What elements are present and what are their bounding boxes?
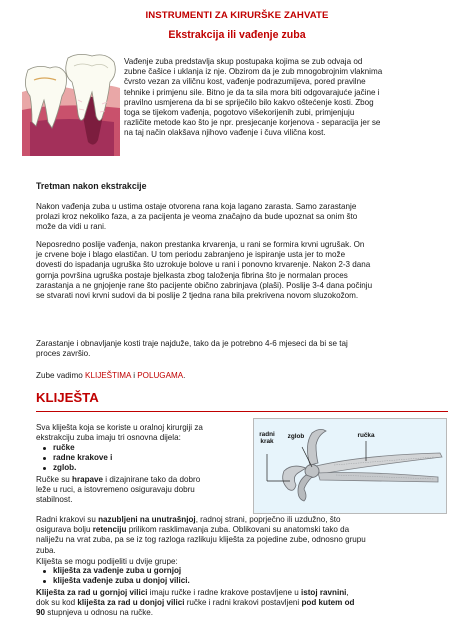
intro-line: na taj način olakšava njihovo vađenje i čuva vilična kost. [124, 128, 326, 138]
paragraph-line [36, 525, 448, 535]
intro-line: Vađenje zuba predstavlja skup postupaka kojima se zub odvaja od [124, 57, 363, 66]
paragraph-zarastanje [36, 202, 448, 233]
paragraph-line: se stvarati novi krvni sudovi da bi poslije 2 tjedna rana bila prekrivena novom sluzokožom. [36, 291, 359, 301]
paragraph-line: zuba. [36, 545, 56, 555]
paragraph-rucke [36, 475, 256, 506]
section-heading-kljesta: KLIJEŠTA [36, 390, 99, 405]
paragraph-zube-vadimo [36, 371, 448, 381]
figure-label-radni-krak [256, 431, 278, 445]
paragraph-grupe: Kliješta se mogu podijeliti u dvije grupe: [36, 557, 178, 566]
intro-line: tehnike i primjenu sile. Bitno je da ta sila mora biti odgovarajuće jačine i [124, 87, 380, 97]
groups-list [36, 566, 336, 586]
paragraph-ugrusak [36, 240, 448, 301]
list-item-label: ručke [53, 443, 75, 452]
list-item-label: zglob. [53, 463, 77, 473]
paragraph-line: stabilnost. [36, 495, 73, 505]
text-span: Ručke su [36, 475, 70, 484]
paragraph-line [36, 608, 448, 618]
paragraph-line [36, 475, 256, 485]
bullet-icon [43, 580, 46, 583]
paragraph-line [36, 515, 448, 525]
text-span: dok su kod [36, 598, 76, 608]
text-span: Radni krakovi su [36, 515, 96, 524]
paragraph-line: leže u ruci, a istovremeno osiguravaju dobru [36, 485, 195, 495]
list-item [36, 566, 336, 576]
paragraph-line: naliježu na vrat zuba, pa se iz tog razloga razlikuju kliješta za pojedine zube, odnosno grupu [36, 535, 366, 545]
text-span: osigurava bolju [36, 525, 91, 535]
list-item-label: kliješta vađenje zuba u donjoj vilici. [53, 576, 190, 586]
text-bold: hrapave [72, 475, 104, 484]
intro-line: čvrsto vezan za viličnu kost, vađenje podrazumijeva, pored pravilne [124, 77, 366, 87]
paragraph-gornja-donja [36, 588, 448, 619]
document-subtitle: Ekstrakcija ili vađenje zuba [168, 29, 306, 41]
text-bold: Kliješta za rad u gornjoj vilici [36, 588, 148, 597]
paragraph-line: dovesti do ispadanja ugruška što uzrokuje bolove u rani i ponovno krvarenje. Nakon 2-3 dana [36, 260, 371, 270]
paragraph-line: prolazi kroz nekoliko faza, a za pacijenta je veoma značajno da bude upoznat sa onim što [36, 212, 358, 222]
text-span: , [346, 588, 349, 597]
paragraph-line: zarastanja a ne gnjojenje rane što pacijente obično zabrinjava (plaši). Poslije 3-4 dana počinju [36, 280, 373, 290]
forceps-figure [253, 418, 447, 514]
bullet-icon [43, 570, 46, 573]
figure-label-zglob: zglob [287, 433, 305, 440]
section-divider [36, 411, 448, 412]
link-polugama[interactable]: POLUGAMA [137, 371, 184, 380]
list-item [36, 443, 236, 453]
text-bold: kliješta za rad u donjoj vilici [77, 598, 185, 608]
intro-line: pravilno usmjerena da bi se spriječilo bilo kakvo oštećenje kosti. Zbog [124, 97, 374, 107]
paragraph-radni-krakovi [36, 515, 448, 556]
intro-line: zubne čašice i uklanja iz nje. Obzirom da je zub mnogobrojnim vlaknima [124, 67, 383, 77]
text-span: , radnoj strani, poprječno ili uzdužno, što [195, 515, 341, 524]
text-span: prilikom rasklimavanja zuba. Oblikovani su anatomski tako da [128, 525, 350, 535]
paragraph-line: proces završio. [36, 349, 91, 359]
section-heading-tretman: Tretman nakon ekstrakcije [36, 181, 147, 191]
intro-paragraph [124, 57, 448, 139]
text-span: ručke i radni krakovi postavljeni [186, 598, 300, 608]
list-item [36, 463, 236, 473]
kljesta-intro [36, 423, 256, 443]
text-span: i dizajnirane tako da dobro [105, 475, 201, 484]
paragraph-kost [36, 339, 448, 359]
text-span: Zube vadimo [36, 371, 83, 380]
bullet-icon [43, 457, 46, 460]
text-bold: istoj ravnini [300, 588, 347, 597]
document-title: INSTRUMENTI ZA KIRURŠKE ZAHVATE [145, 10, 329, 21]
link-kljestima[interactable]: KLIJEŠTIMA [85, 371, 131, 380]
text-bold: retenciju [92, 525, 127, 535]
paragraph-line: je crvene boje i blago elastičan. U tom periodu zabranjeno je ispiranje usta jer to može [36, 250, 346, 260]
paragraph-line: može da vidi u rani. [36, 222, 107, 232]
text-span: i [133, 371, 135, 380]
bullet-icon [43, 467, 46, 470]
list-item [36, 453, 236, 463]
paragraph-line: Nakon vađenja zuba u ustima ostaje otvorena rana koja lagano zarasta. Samo zarastanje [36, 202, 357, 211]
bullet-icon [43, 447, 46, 450]
text-span: . [183, 371, 186, 380]
list-item [36, 576, 336, 586]
paragraph-line: Zarastanje i obnavljanje kosti traje najduže, tako da je potrebno 4-6 mjeseci da bi se taj [36, 339, 348, 348]
paragraph-line [36, 598, 448, 608]
paragraph-line: Sva kliješta koja se koriste u oralnoj kirurgiji za [36, 423, 203, 432]
list-item-label: radne krakove i [53, 453, 113, 463]
intro-line: različite metode kao što je npr. presjecanje korjenova - separacija jer se [124, 118, 381, 128]
list-item-label: kliješta za vađenje zuba u gornjoj [53, 566, 182, 575]
figure-label-line: krak [260, 438, 274, 446]
paragraph-line: ekstrakciju zuba imaju tri osnovna dijela: [36, 433, 181, 443]
forceps-illustration [254, 419, 446, 513]
text-span: imaju ručke i radne krakove postavljene u [149, 588, 299, 597]
text-bold: nazubljeni na unutrašnjoj [98, 515, 196, 524]
text-span: stupnjeva u odnosu na ručke. [47, 608, 154, 618]
tooth-extraction-illustration [22, 52, 120, 156]
text-bold: 90 [36, 608, 46, 618]
text-bold: pod kutem od [301, 598, 355, 608]
figure-label-rucka: ručka [357, 432, 375, 439]
parts-list [36, 443, 236, 474]
paragraph-line: Neposredno poslije vađenja, nakon prestanka krvarenja, u rani se formira krvni ugrušak. On [36, 240, 365, 249]
figure-label-line: radni [259, 431, 275, 438]
intro-line: toga se tijekom vađenja, pogotovo višekorijenih zubi, primjenjuju [124, 108, 355, 118]
paragraph-line [36, 588, 448, 598]
paragraph-line: gornja površina ugruška postaje bjelkasta zbog taloženja fibrina što je normalan proces [36, 270, 348, 280]
